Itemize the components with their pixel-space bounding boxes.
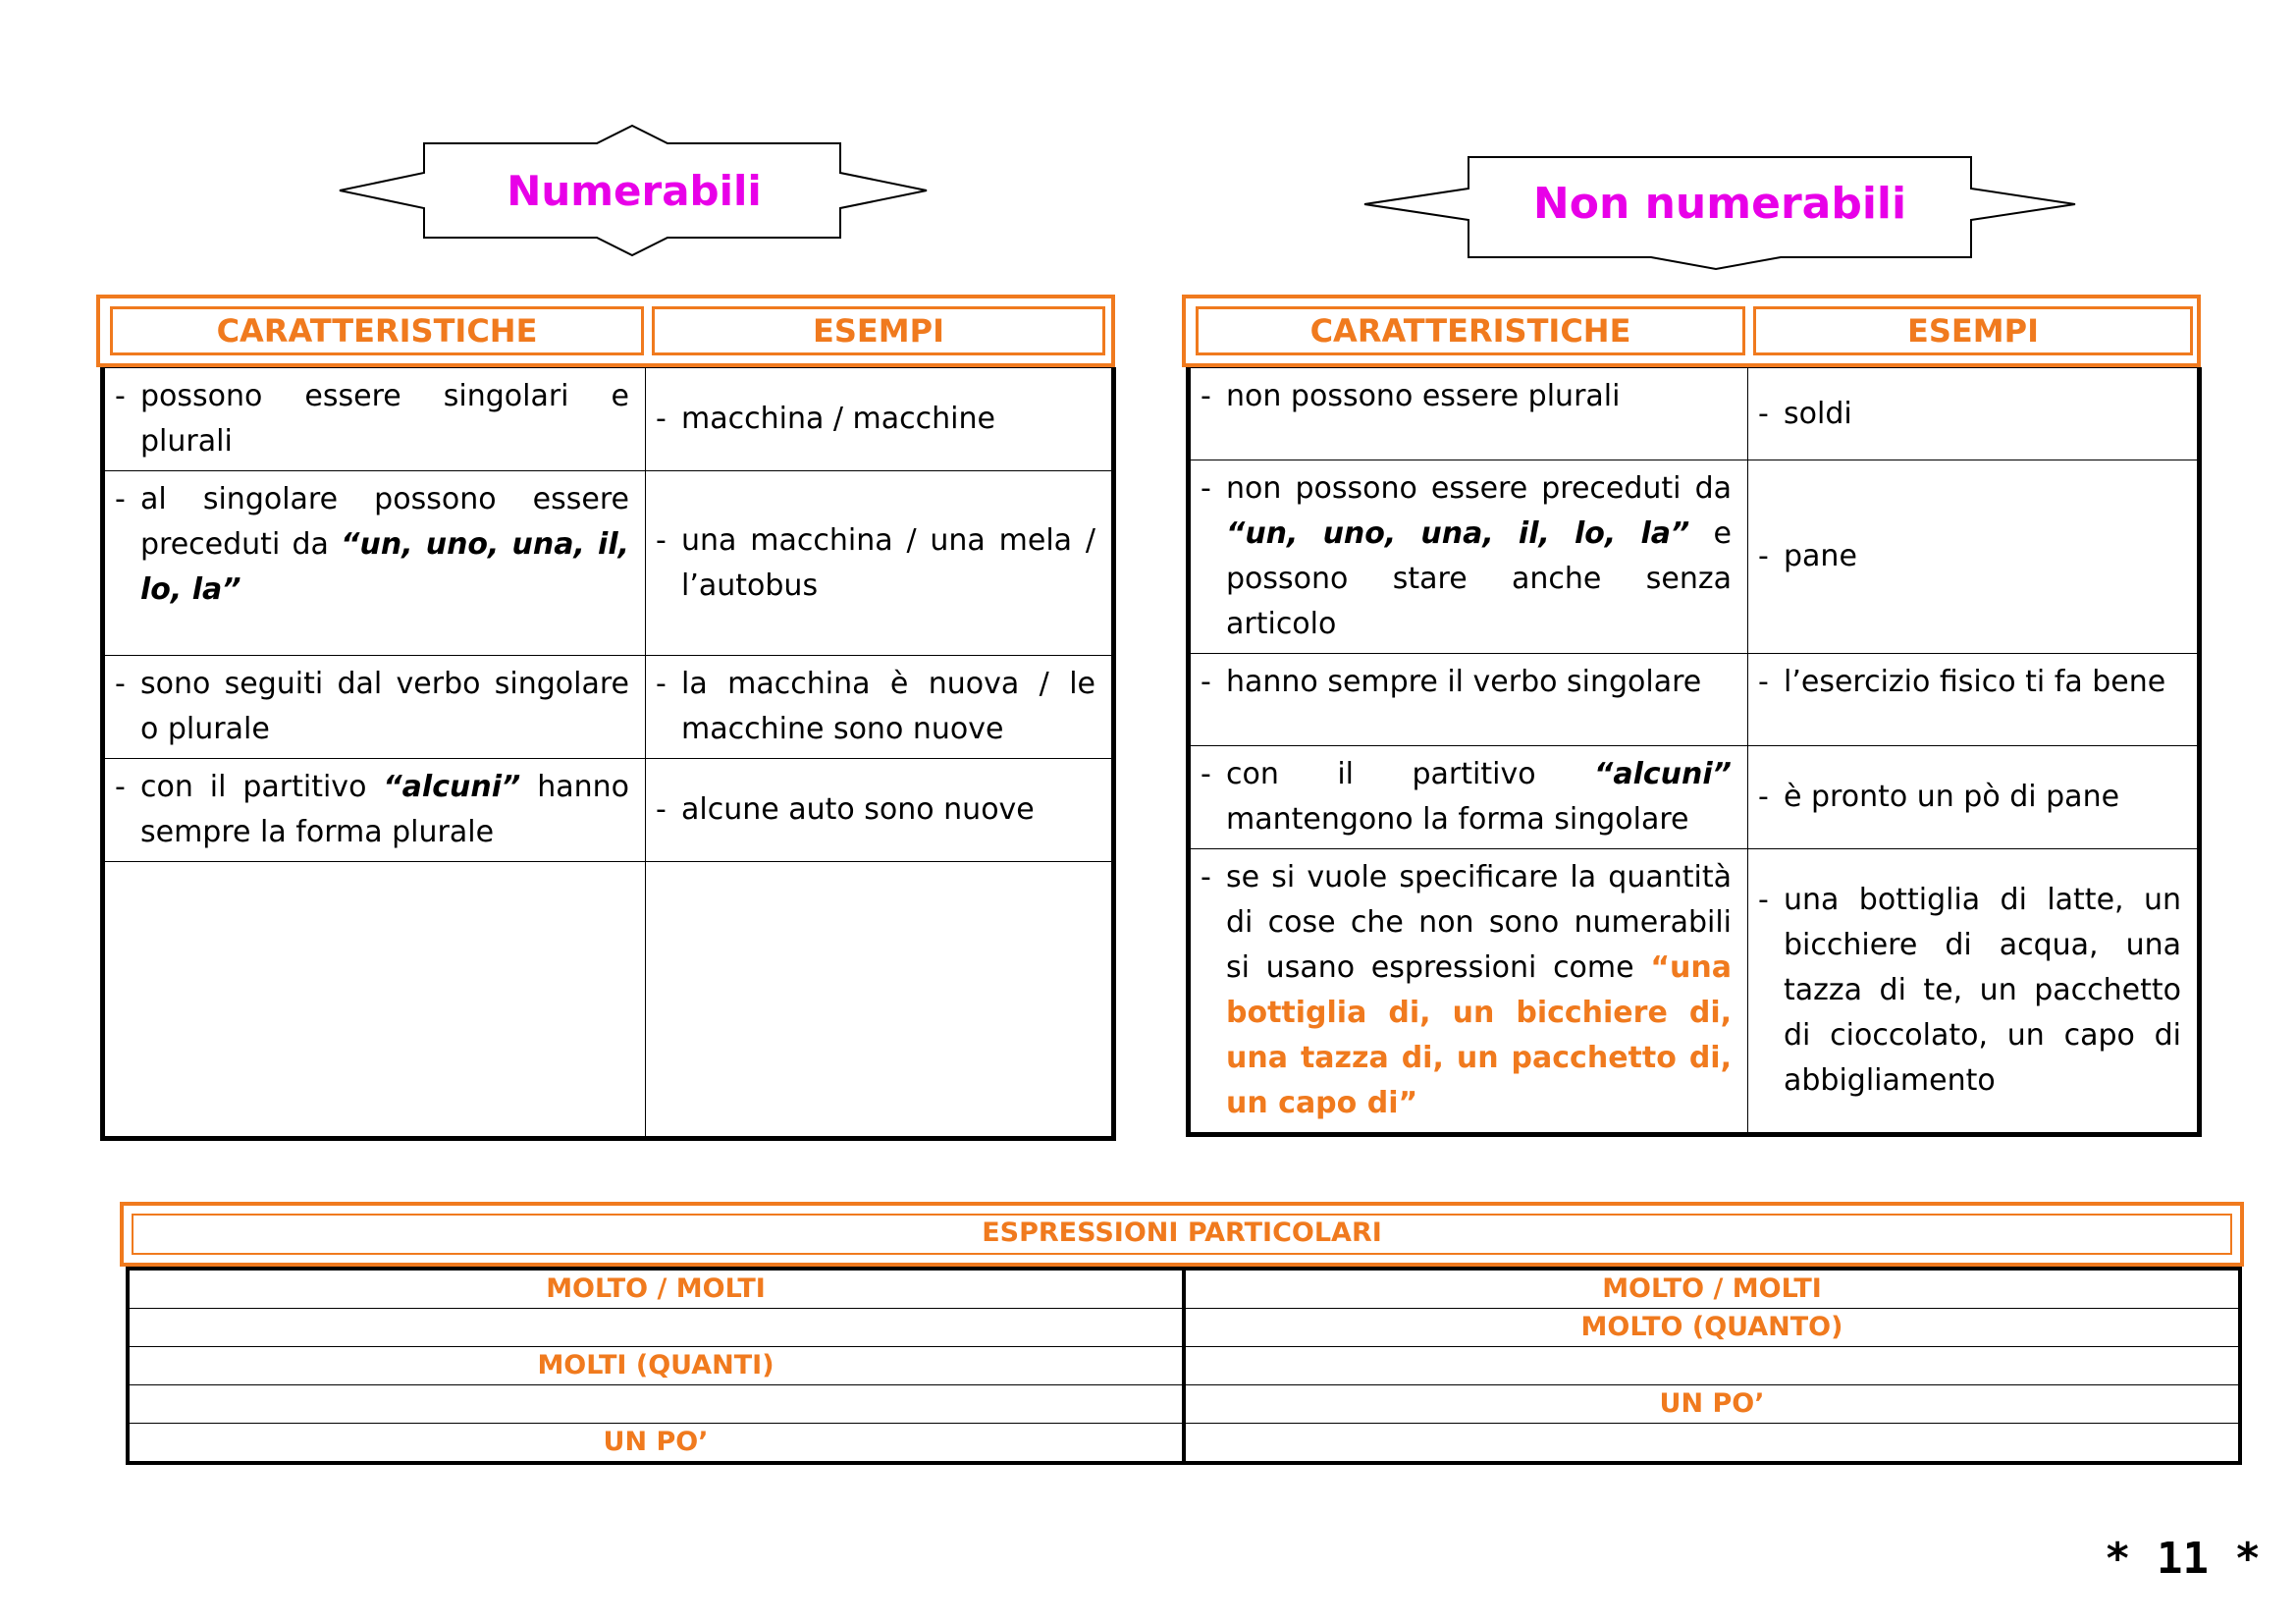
header-caratteristiche: CARATTERISTICHE [1196,306,1745,355]
table-row [128,1347,2240,1385]
expr-cell [1184,1347,2240,1385]
non-numerabili-table-header [1182,295,2201,367]
banner-non-numerabili [1362,149,2077,271]
espressioni-title: ESPRESSIONI PARTICOLARI [132,1214,2232,1255]
table-row [103,368,1114,471]
table-row [128,1424,2240,1464]
esempio-cell: - soldi [1748,368,2200,460]
expr-cell: MOLTO (QUANTO) [1184,1309,2240,1347]
table-row [1189,746,2200,849]
non-numerabili-table [1186,367,2202,1137]
expr-cell [128,1385,1184,1424]
esempio-cell: - macchina / macchine [646,368,1114,471]
caratteristica-cell: - se si vuole specificare la quantità di cose che non sono numerabili si usano espressioni come “una bottiglia di, un bicchiere di, una tazza di, un pacchetto di, un capo di” [1189,849,1748,1135]
caratteristica-cell: - con il partitivo “alcuni” mantengono la forma singolare [1189,746,1748,849]
esempio-cell: - una macchina / una mela / l’autobus [646,471,1114,656]
expr-cell: MOLTO / MOLTI [1184,1269,2240,1309]
expr-cell: UN PO’ [1184,1385,2240,1424]
expr-cell: UN PO’ [128,1424,1184,1464]
empty-cell [646,862,1114,1139]
esempio-cell: - alcune auto sono nuove [646,759,1114,862]
header-esempi: ESEMPI [1753,306,2193,355]
caratteristica-cell: - sono seguiti dal verbo singolare o plurale [103,656,646,759]
table-row [128,1309,2240,1347]
banner-title: Non numerabili [1532,179,1907,229]
header-esempi: ESEMPI [652,306,1105,355]
table-row [1189,460,2200,654]
expr-cell [128,1309,1184,1347]
table-row [1189,654,2200,746]
numerabili-table [100,367,1116,1141]
table-row [103,471,1114,656]
espressioni-header [120,1202,2244,1267]
caratteristica-cell: - hanno sempre il verbo singolare [1189,654,1748,746]
header-caratteristiche: CARATTERISTICHE [110,306,644,355]
table-row-empty [103,862,1114,1139]
table-row [128,1269,2240,1309]
esempio-cell: - pane [1748,460,2200,654]
expr-cell: MOLTO / MOLTI [128,1269,1184,1309]
banner-title: Numerabili [507,167,762,215]
expr-cell: MOLTI (QUANTI) [128,1347,1184,1385]
esempio-cell: - l’esercizio fisico ti fa bene [1748,654,2200,746]
caratteristica-cell: - non possono essere plurali [1189,368,1748,460]
caratteristica-cell: - possono essere singolari e plurali [103,368,646,471]
table-row [128,1385,2240,1424]
esempio-cell: - una bottiglia di latte, un bicchiere di acqua, una tazza di te, un pacchetto di cioccolato, un capo di abbigliamento [1748,849,2200,1135]
table-row [1189,368,2200,460]
expr-cell [1184,1424,2240,1464]
caratteristica-cell: - non possono essere preceduti da “un, uno, una, il, lo, la” e possono stare anche senza articolo [1189,460,1748,654]
table-row [1189,849,2200,1135]
banner-numerabili [338,122,931,259]
caratteristica-cell: - al singolare possono essere preceduti da “un, uno, una, il, lo, la” [103,471,646,656]
esempio-cell: - è pronto un pò di pane [1748,746,2200,849]
espressioni-table [126,1267,2242,1465]
empty-cell [103,862,646,1139]
esempio-cell: - la macchina è nuova / le macchine sono nuove [646,656,1114,759]
caratteristica-cell: - con il partitivo “alcuni” hanno sempre la forma plurale [103,759,646,862]
table-row [103,656,1114,759]
page-number: * 11 * [2105,1534,2261,1584]
table-row [103,759,1114,862]
numerabili-table-header [96,295,1115,367]
